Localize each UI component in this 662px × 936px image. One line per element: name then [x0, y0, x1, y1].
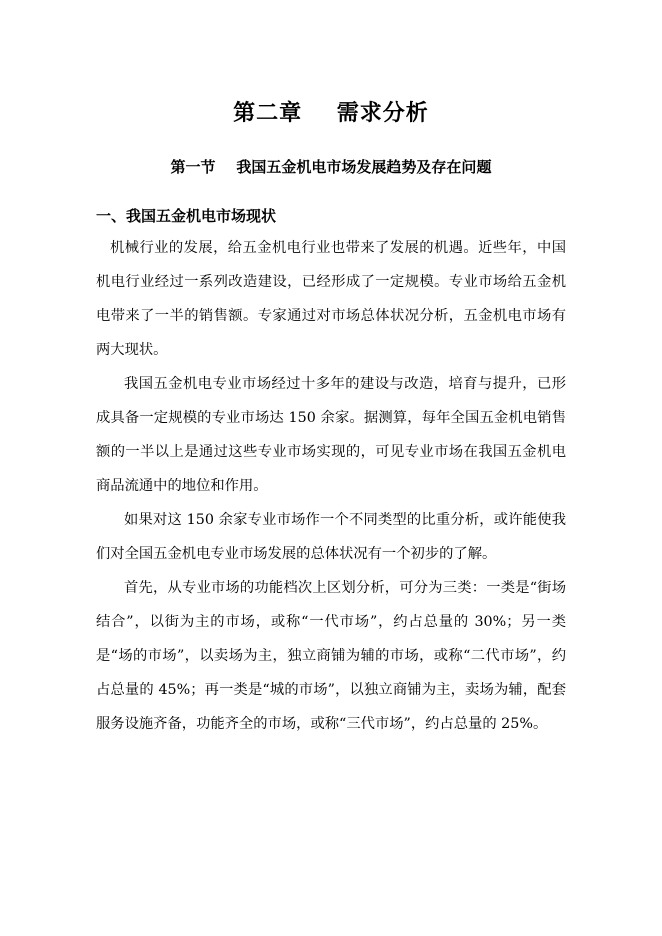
chapter-title: 第二章 需求分析 [233, 100, 429, 126]
body-text [96, 231, 566, 741]
paragraph-3: 如果对这 150 余家专业市场作一个不同类型的比重分析，或许能使我们对全国五金机电专业市场发展的总体状况有一个初步的了解。 [96, 512, 566, 562]
paragraph-4: 首先，从专业市场的功能档次上区划分析，可分为三类：一类是“街场结合”，以街为主的市场，或称“一代市场”，约占总量的 30%；另一类是“场的市场”，以卖场为主，独立商铺为辅的市场，或称“二代市场”，约占总量的 45%；再一类是“城的市场”，以独立商铺为主，卖场为辅，配套服务设施齐备，功能齐全的市场，或称“三代市场”，约占总量的 25%。 [96, 580, 566, 732]
subsection-title: 一、我国五金机电市场现状 [96, 207, 277, 225]
paragraph-1: 机械行业的发展，给五金机电行业也带来了发展的机遇。近些年，中国机电行业经过一系列改造建设，已经形成了一定规模。专业市场给五金机电带来了一半的销售额。专家通过对市场总体状况分析，五金机电市场有两大现状。 [96, 240, 566, 358]
section-title: 第一节 我国五金机电市场发展趋势及存在问题 [170, 158, 492, 176]
paragraph-2: 我国五金机电专业市场经过十多年的建设与改造，培育与提升，已形成具备一定规模的专业市场达 150 余家。据测算，每年全国五金机电销售额的一半以上是通过这些专业市场实现的，可见专业市场在我国五金机电商品流通中的地位和作用。 [96, 376, 566, 494]
